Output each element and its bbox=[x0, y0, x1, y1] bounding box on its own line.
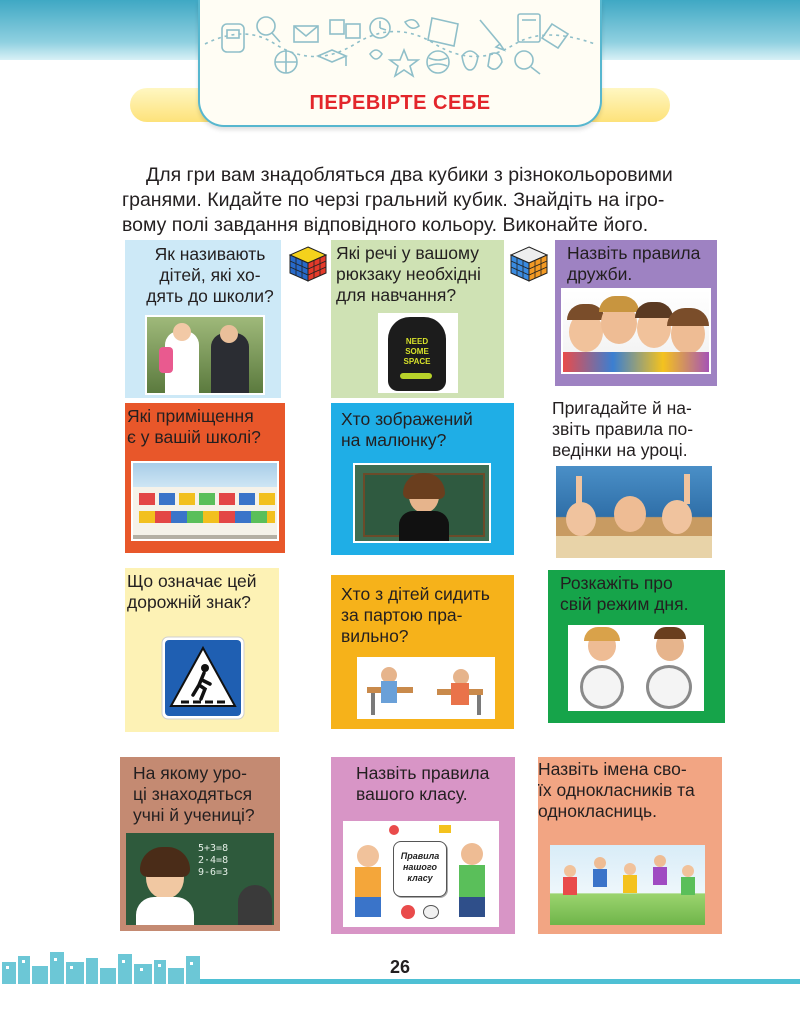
task-question: Хто зображений на малюнку? bbox=[341, 409, 473, 450]
task-question: Назвіть імена сво- їх однокласників та однокласниць. bbox=[538, 759, 695, 821]
road-sign-pedestrian-crossing-icon bbox=[161, 636, 245, 720]
task-card-who-is-in-picture[interactable] bbox=[331, 403, 514, 555]
photo-classroom-hands-up bbox=[556, 466, 712, 558]
page-number: 26 bbox=[389, 957, 411, 977]
illustration-children-at-desks bbox=[357, 657, 495, 719]
intro-line: вому полі завдання відповідного кольору. Виконайте його. bbox=[122, 214, 649, 236]
task-card-classmates-names[interactable] bbox=[538, 757, 722, 934]
task-question: Які речі у вашому рюкзаку необхідні для навчання? bbox=[336, 243, 481, 305]
intro-paragraph bbox=[122, 163, 730, 238]
task-question: Які приміщення є у вашій школі? bbox=[127, 406, 261, 447]
task-question: Хто з дітей сидить за партою пра- вильно? bbox=[341, 584, 490, 646]
poster-text: Правила bbox=[400, 851, 440, 861]
task-question: Назвіть правила дружби. bbox=[567, 243, 701, 284]
photo-teacher bbox=[353, 463, 491, 543]
task-question: Як називають дітей, які хо- дять до школи? bbox=[146, 244, 274, 306]
task-card-road-sign[interactable] bbox=[125, 568, 279, 732]
photo-children-with-clocks bbox=[568, 625, 704, 711]
backpack-text: SOME bbox=[405, 347, 429, 356]
section-title: ПЕРЕВІРТЕ СЕБЕ bbox=[309, 92, 491, 114]
intro-line: Для гри вам знадобляться два кубики з різнокольоровими bbox=[146, 164, 673, 186]
backpack-text: SPACE bbox=[403, 357, 431, 366]
photo-happy-children bbox=[561, 288, 711, 374]
illustration-children-jumping bbox=[550, 845, 705, 925]
task-card-school-rooms[interactable] bbox=[125, 403, 285, 553]
city-skyline-icon bbox=[0, 948, 212, 984]
task-card-which-lesson[interactable] bbox=[120, 757, 280, 931]
task-card-backpack[interactable] bbox=[331, 240, 504, 398]
photo-school-building bbox=[131, 461, 279, 541]
task-question: Що означає цей дорожній знак? bbox=[127, 571, 257, 612]
task-card-sitting-at-desk[interactable] bbox=[331, 575, 514, 729]
task-card-friendship[interactable] bbox=[555, 240, 717, 386]
task-card-pupils[interactable] bbox=[125, 240, 281, 398]
photo-school-backpack bbox=[378, 313, 458, 393]
task-card-class-rules[interactable] bbox=[331, 757, 515, 934]
poster-text: класу bbox=[407, 873, 433, 883]
poster-text: нашого bbox=[402, 862, 438, 872]
illustration-class-rules-poster bbox=[343, 821, 499, 927]
task-question: Розкажіть про свій режим дня. bbox=[560, 573, 689, 614]
backpack-text: NEED bbox=[405, 337, 429, 346]
rubiks-cube-icon bbox=[288, 245, 328, 283]
intro-line: гранями. Кидайте по черзі гральний кубик. Знайдіть на ігро- bbox=[122, 189, 665, 211]
photo-pupils-going-to-school bbox=[145, 315, 265, 395]
task-card-lesson-rules[interactable] bbox=[548, 396, 726, 562]
task-question: Пригадайте й на- звіть правила по- ведінки на уроці. bbox=[552, 398, 694, 460]
task-card-daily-routine[interactable] bbox=[548, 570, 725, 723]
school-doodle-icons bbox=[200, 4, 600, 84]
footer-rule bbox=[200, 979, 800, 984]
title-card bbox=[198, 0, 602, 127]
rubiks-cube-icon bbox=[509, 245, 549, 283]
task-question: Назвіть правила вашого класу. bbox=[356, 763, 490, 804]
photo-math-lesson: 5+3=8 2·4=8 9-6=3 bbox=[126, 833, 274, 925]
task-question: На якому уро- ці знаходяться учні й учениці? bbox=[133, 763, 255, 825]
